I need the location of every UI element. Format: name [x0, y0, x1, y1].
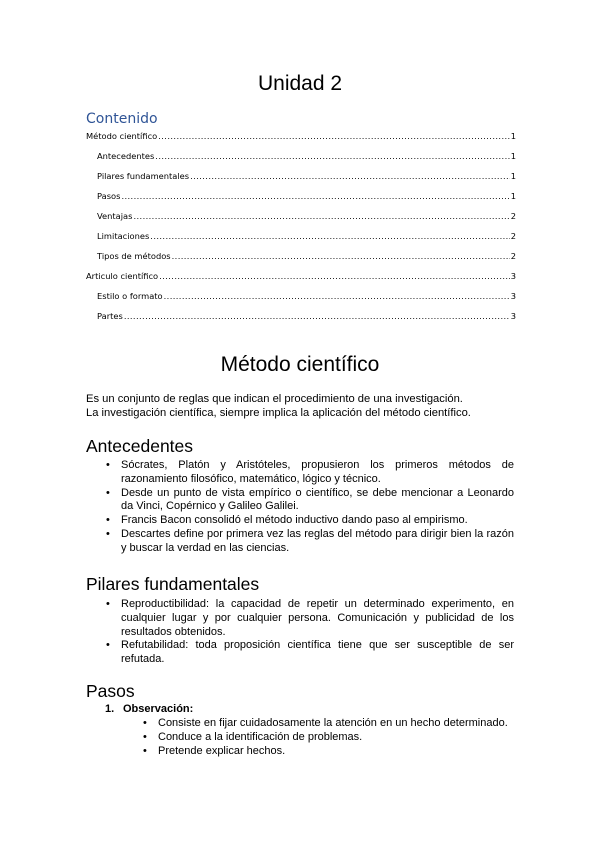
toc-entry[interactable] [97, 191, 516, 201]
toc-entry[interactable] [86, 271, 516, 281]
toc-entry-page: 1 [510, 131, 516, 141]
toc-entry-page: 2 [510, 231, 516, 241]
toc-entry-label[interactable]: Tipos de métodos [97, 251, 171, 261]
list-item: • Conduce a la identificación de problemas. [143, 730, 363, 743]
toc-entry-label[interactable]: Partes [97, 311, 123, 321]
toc-entry-page: 2 [510, 211, 516, 221]
bullet-icon: • [106, 639, 110, 652]
intro-paragraph [86, 392, 526, 420]
bullet-icon: • [106, 527, 110, 540]
toc-entry-page: 3 [510, 271, 516, 281]
toc-entry-page: 2 [510, 251, 516, 261]
bullet-icon: • [143, 744, 147, 757]
toc-entry-label[interactable]: Antecedentes [97, 151, 155, 161]
heading-antecedentes: Antecedentes [86, 436, 194, 456]
heading-pasos: Pasos [86, 681, 135, 701]
section-title: Método científico [220, 353, 380, 376]
antecedentes-list [86, 459, 514, 556]
toc-entry[interactable] [97, 231, 516, 241]
step-item [105, 703, 193, 715]
list-item: • Consiste en fijar cuidadosamente la atención en un hecho determinado. [143, 717, 508, 729]
intro-line: La investigación científica, siempre implica la aplicación del método científico. [86, 407, 471, 419]
toc-entry[interactable] [97, 151, 516, 161]
toc-entry-page: 1 [510, 191, 516, 201]
toc-entry-label[interactable]: Articulo científico [86, 271, 159, 281]
toc-entry-page: 1 [510, 151, 516, 161]
toc-entry-label[interactable]: Estilo o formato [97, 291, 163, 301]
bullet-icon: • [106, 514, 110, 527]
list-item: • Descartes define por primera vez las reglas del método para dirigir bien la razón y buscar la verdad en las ciencias. [106, 527, 514, 554]
bullet-icon: • [143, 730, 147, 743]
list-item: • Desde un punto de vista empírico o científico, se debe mencionar a Leonardo da Vinci, Copérnico y Galileo Galilei. [106, 486, 514, 513]
list-item: • Reproductibilidad: la capacidad de repetir un determinado experimento, en cualquier lugar y por cualquier persona. Comunicación y publicidad de los resultados obtenidos. [106, 598, 514, 638]
toc-entry-page: 3 [510, 291, 516, 301]
toc-entry-label[interactable]: Pilares fundamentales [97, 171, 190, 181]
toc-entry-label[interactable]: Ventajas [97, 211, 133, 221]
list-item: • Pretende explicar hechos. [143, 744, 286, 757]
observacion-list [123, 717, 514, 758]
toc-entry[interactable] [86, 131, 516, 141]
toc-entry-label[interactable]: Pasos [97, 191, 121, 201]
step-number: 1. [105, 703, 115, 715]
toc-entry-label[interactable]: Limitaciones [97, 231, 150, 241]
step-title: Observación: [123, 703, 194, 715]
list-item: • Refutabilidad: toda proposición científica tiene que ser susceptible de ser refutada. [106, 639, 514, 666]
bullet-icon: • [143, 717, 147, 729]
toc-entry-page: 1 [510, 171, 516, 181]
list-item: • Francis Bacon consolidó el método inductivo dando paso al empirismo. [106, 514, 468, 527]
heading-pilares: Pilares fundamentales [86, 574, 260, 594]
toc-entry[interactable] [97, 291, 516, 301]
toc-entry-page: 3 [510, 311, 516, 321]
page-title: Unidad 2 [257, 72, 343, 95]
toc-entry[interactable] [97, 311, 516, 321]
pilares-list [86, 598, 514, 667]
bullet-icon: • [106, 598, 110, 610]
toc-heading: Contenido [86, 111, 158, 127]
toc-entry[interactable] [97, 211, 516, 221]
intro-line: Es un conjunto de reglas que indican el procedimiento de una investigación. [86, 393, 463, 405]
toc-entry[interactable] [97, 251, 516, 261]
bullet-icon: • [106, 459, 110, 471]
bullet-icon: • [106, 486, 110, 499]
toc-entry[interactable] [97, 171, 516, 181]
toc-entry-label[interactable]: Método científico [86, 131, 158, 141]
list-item: • Sócrates, Platón y Aristóteles, propusieron los primeros métodos de razonamiento filosófico, matemático, lógico y técnico. [106, 459, 514, 485]
